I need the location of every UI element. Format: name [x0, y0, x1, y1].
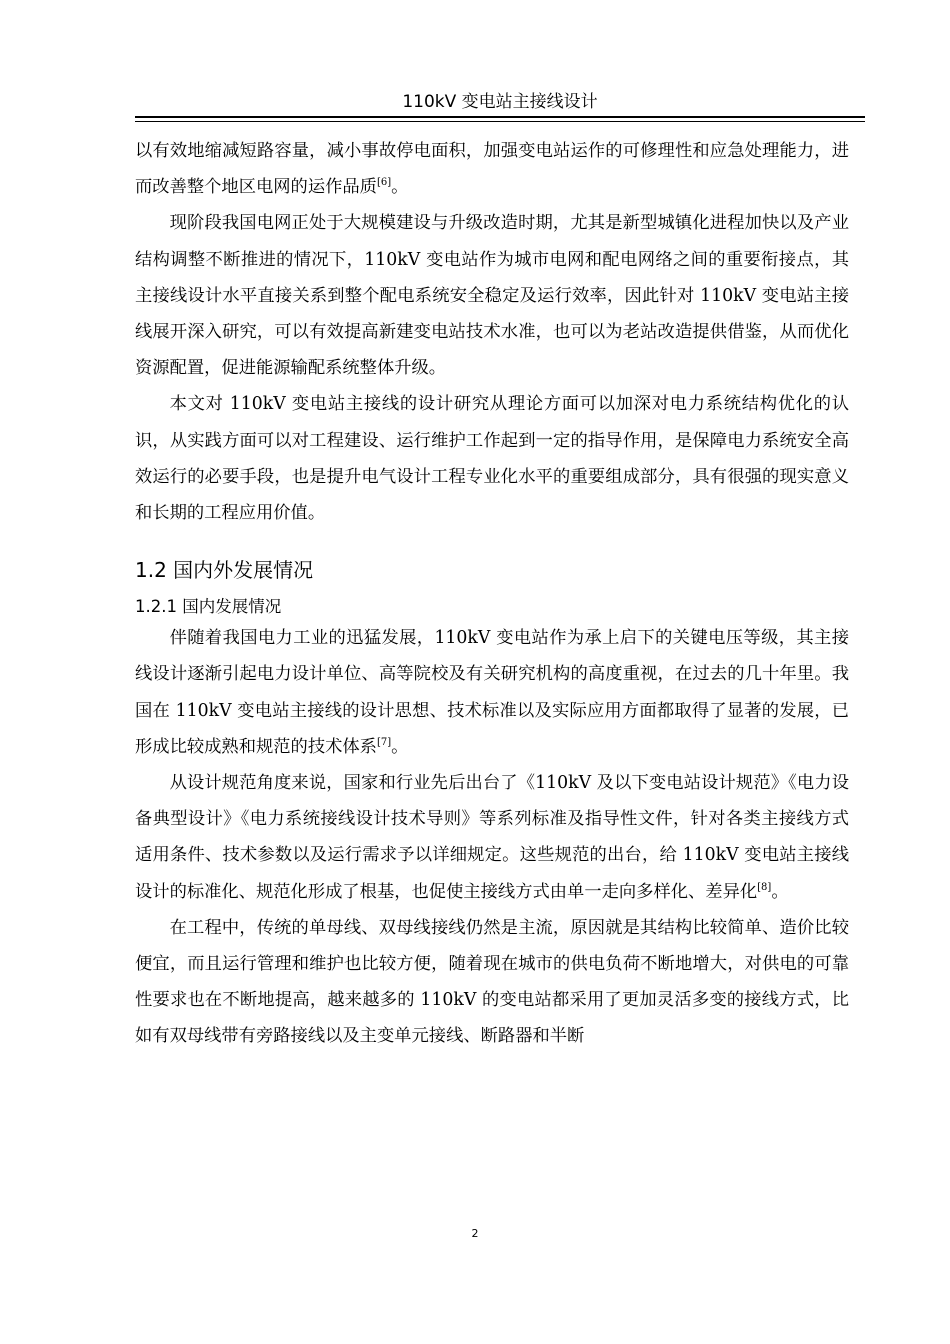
paragraph: 本文对 110kV 变电站主接线的设计研究从理论方面可以加深对电力系统结构优化的认识，从实践方面可以对工程建设、运行维护工作起到一定的指导作用，是保障电力系统安全高效运行的必要手段，也是提升电气设计工程专业化水平的重要组成部分，具有很强的现实意义和长期的工程应用价值。	[135, 394, 849, 524]
citation-ref: [7]	[376, 737, 392, 749]
body-text	[135, 133, 849, 1055]
paragraph: 在工程中，传统的单母线、双母线接线仍然是主流，原因就是其结构比较简单、造价比较便宜，而且运行管理和维护也比较方便，随着现在城市的供电负荷不断地增大，对供电的可靠性要求也在不断地提高，越来越多的 110kV 的变电站都采用了更加灵活多变的接线方式，比如有双母线带有旁路接线以及主变单元接线、断路器和半断	[135, 917, 849, 1047]
header-rule-thick	[135, 116, 865, 118]
page-number: 2	[471, 1227, 479, 1240]
section-heading: 1.2 国内外发展情况	[135, 558, 314, 583]
paragraph: 以有效地缩减短路容量，减小事故停电面积，加强变电站运作的可修理性和应急处理能力，进而改善整个地区电网的运作品质[6]。	[135, 141, 849, 198]
citation-ref: [6]	[376, 177, 392, 189]
subsection-heading: 1.2.1 国内发展情况	[135, 597, 282, 617]
running-header: 110kV 变电站主接线设计	[402, 92, 598, 112]
header-rule-thin	[135, 121, 865, 122]
paragraph: 从设计规范角度来说，国家和行业先后出台了《110kV 及以下变电站设计规范》《电力设备典型设计》《电力系统接线设计技术导则》等系列标准及指导性文件，针对各类主接线方式适用条件、技术参数以及运行需求予以详细规定。这些规范的出台，给 110kV 变电站主接线设计的标准化、规范化形成了根基，也促使主接线方式由单一走向多样化、差异化[8]。	[135, 773, 849, 902]
paragraph: 伴随着我国电力工业的迅猛发展，110kV 变电站作为承上启下的关键电压等级，其主接线设计逐渐引起电力设计单位、高等院校及有关研究机构的高度重视，在过去的几十年里。我国在 110kV 变电站主接线的设计思想、技术标准以及实际应用方面都取得了显著的发展，已形成比较成熟和规范的技术体系[7]。	[135, 628, 849, 757]
paragraph: 现阶段我国电网正处于大规模建设与升级改造时期，尤其是新型城镇化进程加快以及产业结构调整不断推进的情况下，110kV 变电站作为城市电网和配电网络之间的重要衔接点，其主接线设计水平直接关系到整个配电系统安全稳定及运行效率，因此针对 110kV 变电站主接线展开深入研究，可以有效提高新建变电站技术水准，也可以为老站改造提供借鉴，从而优化资源配置，促进能源输配系统整体升级。	[135, 213, 849, 379]
citation-ref: [8]	[757, 881, 772, 893]
